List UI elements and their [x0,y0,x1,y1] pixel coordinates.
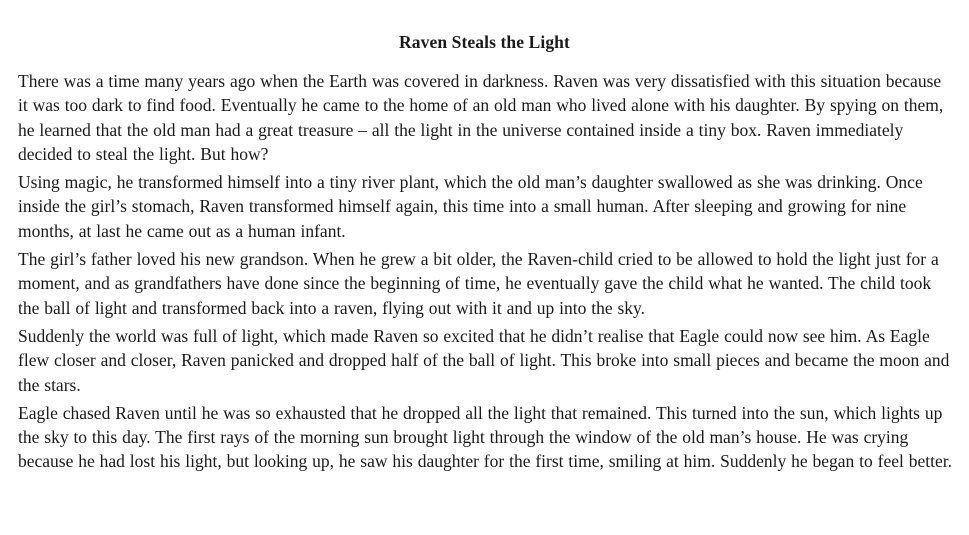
document-title: Raven Steals the Light [399,32,570,52]
story-paragraph-4: Suddenly the world was full of light, which made Raven so excited that he didn’t realise that Eagle could now see him. As Eagle flew closer and closer, Raven panicked and dropped half of the ball of light. This broke into small pieces and became the moon and the stars. [18,325,950,395]
story-paragraph-5: Eagle chased Raven until he was so exhausted that he dropped all the light that remained. This turned into the sun, which lights up the sky to this day. The first rays of the morning sun brought light through the window of the old man’s house. He was crying because he had lost his light, but looking up, he saw his daughter for the first time, smiling at him. Suddenly he began to feel better. [18,402,952,472]
document-body [0,69,969,474]
story-paragraph-3: The girl’s father loved his new grandson. When he grew a bit older, the Raven-child cried to be allowed to hold the light just for a moment, and as grandfathers have done since the beginning of time, he eventually gave the child what he wanted. The child took the ball of light and transformed back into a raven, flying out with it and up into the sky. [18,249,939,318]
story-paragraph-1: There was a time many years ago when the Earth was covered in darkness. Raven was very dissatisfied with this situation because it was too dark to find food. Eventually he came to the home of an old man who lived alone with his daughter. By spying on them, he learned that the old man had a great treasure – all the light in the universe contained inside a tiny box. Raven immediately decided to steal the light. But how? [18,71,944,164]
story-paragraph-2: Using magic, he transformed himself into a tiny river plant, which the old man’s daughter swallowed as she was drinking. Once inside the girl’s stomach, Raven transformed himself again, this time into a small human. After sleeping and growing for nine months, at last he came out as a human infant. [18,172,923,241]
